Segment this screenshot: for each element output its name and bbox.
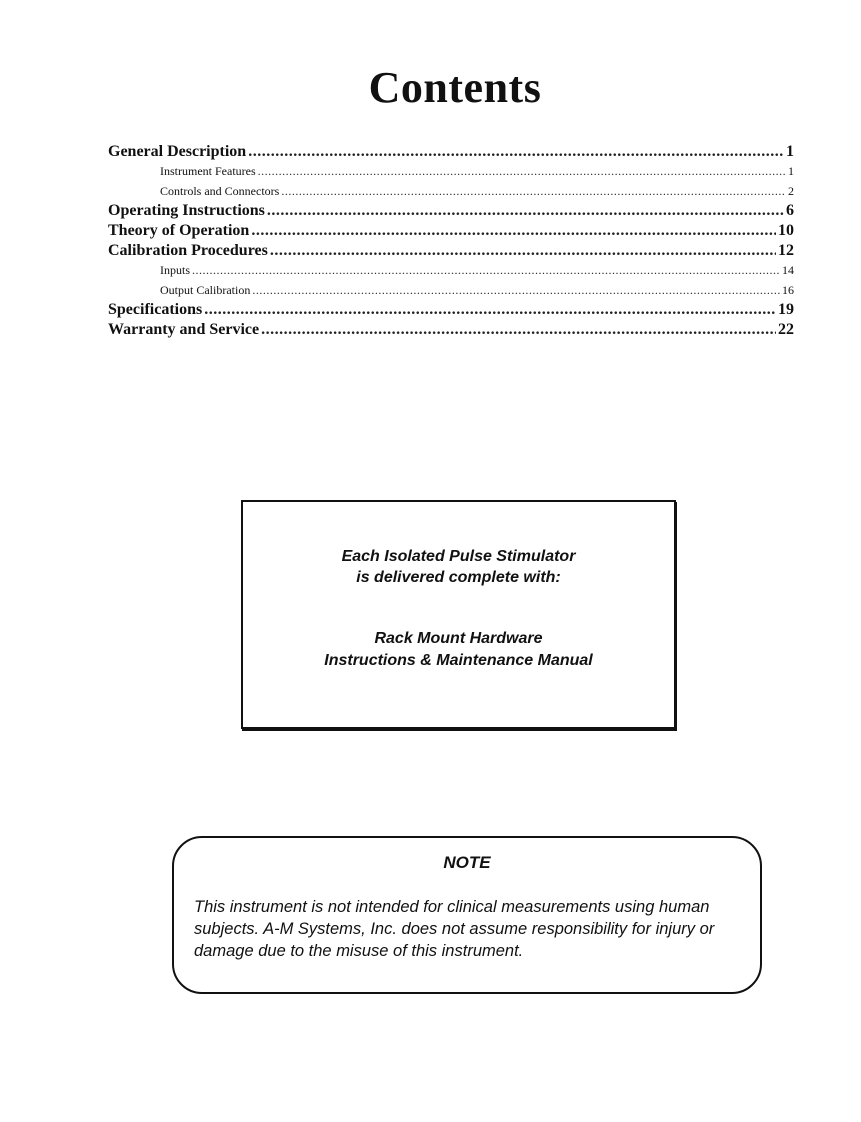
toc-entry-label: Calibration Procedures [108,242,268,259]
toc-entry-page: 22 [778,321,794,338]
toc-entry-label: Specifications [108,301,203,318]
toc-entry-page: 6 [786,202,794,219]
toc-leader-dots [204,300,776,320]
toc-entry-label: Inputs [160,263,190,277]
delivery-heading-line-2: is delivered complete with: [356,569,561,586]
toc-entry-page: 1 [788,164,794,178]
toc-leader-dots [261,320,776,340]
page-title: Contents [368,63,542,112]
toc-entry-page: 10 [778,222,794,239]
toc-entry-label: Operating Instructions [108,202,265,219]
toc-entry-label: Output Calibration [160,283,251,297]
toc-entry-label: General Description [108,143,247,160]
note-box [172,836,762,994]
toc-entry-label: Instrument Features [160,164,256,178]
note-line-2: subjects. A-M Systems, Inc. does not assume responsibility for injury or [194,920,715,938]
toc-entry-general-description[interactable] [108,142,794,162]
toc-entry-page: 19 [778,301,794,318]
toc-entry-label: Theory of Operation [108,222,250,239]
toc-leader-dots [267,201,784,221]
toc-entry-page: 1 [786,143,794,160]
toc-entry-warranty-and-service[interactable] [108,320,794,340]
toc-entry-controls-and-connectors[interactable] [108,182,794,201]
delivery-item-rack-mount-hardware: Rack Mount Hardware [374,630,543,647]
toc-entry-theory-of-operation[interactable] [108,221,794,241]
toc-entry-specifications[interactable] [108,300,794,320]
toc-entry-page: 14 [782,263,794,277]
table-of-contents [108,142,794,340]
toc-leader-dots [281,182,786,201]
toc-entry-operating-instructions[interactable] [108,201,794,221]
toc-entry-instrument-features[interactable] [108,162,794,182]
toc-leader-dots [248,142,784,162]
note-title: NOTE [443,853,491,872]
note-body [194,896,746,962]
delivery-item-manual: Instructions & Maintenance Manual [324,652,593,669]
toc-leader-dots [192,261,780,280]
toc-leader-dots [252,281,780,300]
toc-leader-dots [270,241,776,261]
toc-entry-calibration-procedures[interactable] [108,241,794,261]
note-line-3: damage due to the misuse of this instrument. [194,942,524,960]
toc-entry-label: Warranty and Service [108,321,260,338]
delivery-contents-box [241,500,676,729]
toc-entry-inputs[interactable] [108,261,794,281]
toc-entry-output-calibration[interactable] [108,281,794,300]
toc-leader-dots [251,221,776,241]
toc-entry-page: 2 [788,184,794,198]
toc-entry-page: 12 [778,242,794,259]
delivery-heading-line-1: Each Isolated Pulse Stimulator [341,548,576,565]
toc-entry-page: 16 [782,283,794,297]
toc-leader-dots [258,162,786,181]
toc-entry-label: Controls and Connectors [160,184,280,198]
note-line-1: This instrument is not intended for clinical measurements using human [194,898,710,916]
